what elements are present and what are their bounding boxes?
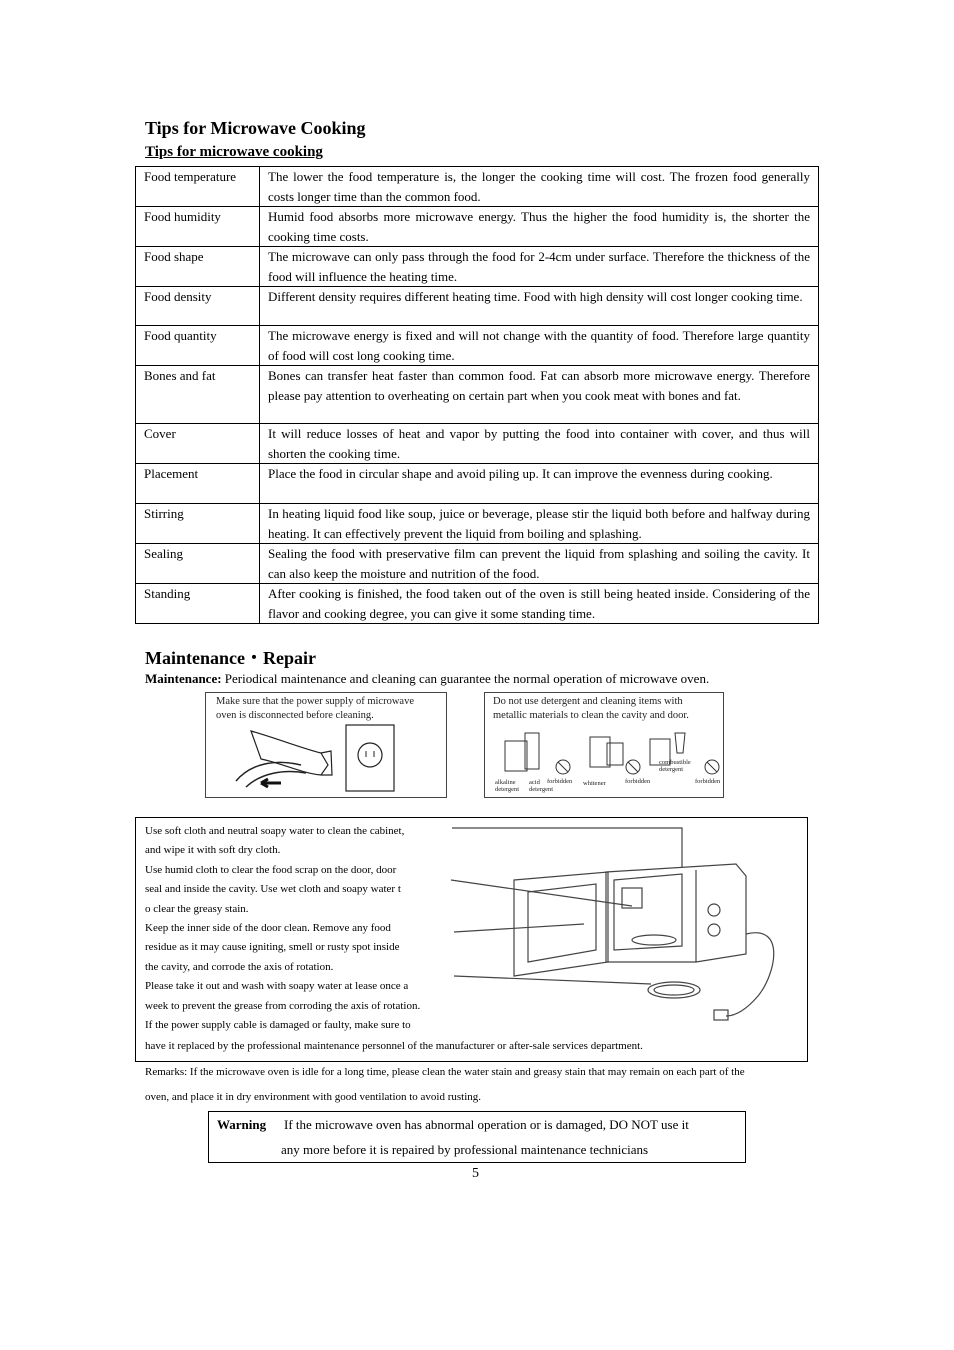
tip-cell: The lower the food temperature is, the longer the cooking time will cost. The frozen food generally costs longer time than the common food. — [260, 167, 819, 207]
table-row — [136, 464, 819, 504]
cleaning-line: residue as it may cause igniting, smell or rusty spot inside — [145, 941, 400, 954]
table-row — [136, 287, 819, 326]
remarks-line-2: oven, and place it in dry environment with good ventilation to avoid rusting. — [145, 1091, 482, 1103]
table-row — [136, 504, 819, 544]
combustible-text: combustible — [659, 759, 691, 766]
warning-box — [208, 1111, 746, 1163]
factor-cell: Standing — [136, 584, 260, 624]
cleaning-instructions-box — [135, 817, 808, 1062]
table-row — [136, 326, 819, 366]
acid-text: acid — [529, 779, 540, 786]
label-whitener: whitener — [583, 780, 606, 787]
tip-cell: It will reduce losses of heat and vapor by putting the food into container with cover, and thus will shorten the cooking time. — [260, 424, 819, 464]
page-number: 5 — [472, 1166, 479, 1181]
remarks-line-1: Remarks: If the microwave oven is idle for a long time, please clean the water stain and greasy stain that may remain on each part of the — [145, 1066, 745, 1078]
tip-cell: Sealing the food with preservative film can prevent the liquid from splashing and soiling the cavity. It can also keep the moisture and nutrition of the food. — [260, 544, 819, 584]
tip-cell: Place the food in circular shape and avoid piling up. It can improve the evenness during cooking. — [260, 464, 819, 504]
factor-cell: Food humidity — [136, 207, 260, 247]
unplug-drawing — [206, 693, 446, 797]
label-alkaline — [495, 779, 519, 793]
tip-cell: Bones can transfer heat faster than common food. Fat can absorb more microwave energy. Therefore please pay attention to overheating on certain part when you cook meat with bones and fat. — [260, 366, 819, 424]
warning-text-line1: If the microwave oven has abnormal operation or is damaged, DO NOT use it — [284, 1117, 689, 1132]
tip-cell: Different density requires different heating time. Food with high density will cost longer cooking time. — [260, 287, 819, 326]
label-forbidden-1: forbidden — [547, 778, 573, 785]
detergent-illustration — [484, 692, 724, 798]
section-subtitle: Tips for microwave cooking — [145, 144, 323, 160]
cleaning-line: Please take it out and wash with soapy water at lease once a — [145, 980, 409, 993]
tip-cell: In heating liquid food like soup, juice or beverage, please stir the liquid both before and halfway during heating. It can effectively prevent the liquid from boiling and splashing. — [260, 504, 819, 544]
tip-cell: The microwave can only pass through the food for 2-4cm under surface. Therefore the thickness of the food will influence the heating time. — [260, 247, 819, 287]
microwave-oven-illustration — [446, 824, 806, 1039]
detergent-text: detergent — [659, 766, 684, 773]
label-forbidden-2: forbidden — [625, 778, 651, 785]
cleaning-line: seal and inside the cavity. Use wet cloth and soapy water t — [145, 883, 401, 896]
detergent-caption-line2: metallic materials to clean the cavity and door. — [493, 710, 689, 721]
cleaning-text — [145, 822, 445, 1035]
maintenance-label: Maintenance: — [145, 671, 222, 686]
unplug-illustration — [205, 692, 447, 798]
table-row — [136, 207, 819, 247]
table-row — [136, 424, 819, 464]
cleaning-line: Use humid cloth to clear the food scrap on the door, door — [145, 863, 397, 876]
cleaning-line: Use soft cloth and neutral soapy water to clean the cabinet, — [145, 825, 405, 837]
cleaning-line: week to prevent the grease from corroding the axis of rotation. — [145, 999, 421, 1012]
maintenance-text: Periodical maintenance and cleaning can guarantee the normal operation of microwave oven. — [221, 671, 710, 686]
detergent-text: detergent — [529, 786, 554, 793]
detergent-caption-line1: Do not use detergent and cleaning items with — [493, 696, 683, 707]
table-row — [136, 366, 819, 424]
maintenance-paragraph — [145, 671, 709, 687]
unplug-caption-line2: oven is disconnected before cleaning. — [216, 710, 374, 721]
maintenance-heading: Maintenance・Repair — [145, 648, 316, 668]
factor-cell: Food temperature — [136, 167, 260, 207]
factor-cell: Stirring — [136, 504, 260, 544]
detergent-text: detergent — [495, 786, 520, 793]
page-title: Tips for Microwave Cooking — [145, 118, 366, 138]
label-combustible — [659, 759, 691, 773]
cleaning-line: and wipe it with soft dry cloth. — [145, 844, 281, 857]
factor-cell: Food density — [136, 287, 260, 326]
cleaning-line: the cavity, and corrode the axis of rotation. — [145, 960, 334, 973]
tips-table — [135, 166, 819, 624]
factor-cell: Food shape — [136, 247, 260, 287]
factor-cell: Food quantity — [136, 326, 260, 366]
table-row — [136, 544, 819, 584]
label-forbidden-3: forbidden — [695, 778, 721, 785]
warning-label: Warning — [217, 1117, 267, 1132]
tip-cell: Humid food absorbs more microwave energy. Thus the higher the food humidity is, the shorter the cooking time costs. — [260, 207, 819, 247]
factor-cell: Sealing — [136, 544, 260, 584]
cleaning-line: If the power supply cable is damaged or faulty, make sure to — [145, 1019, 411, 1032]
warning-text-line2: any more before it is repaired by professional maintenance technicians — [281, 1142, 649, 1157]
factor-cell: Cover — [136, 424, 260, 464]
factor-cell: Placement — [136, 464, 260, 504]
tip-cell: After cooking is finished, the food taken out of the oven is still being heated inside. Considering of the flavor and cooking degree, you can give it some standing time. — [260, 584, 819, 624]
tip-cell: The microwave energy is fixed and will not change with the quantity of food. Therefore large quantity of food will cost long cooking time. — [260, 326, 819, 366]
unplug-caption-line1: Make sure that the power supply of microwave — [216, 696, 414, 707]
table-row — [136, 167, 819, 207]
table-row — [136, 247, 819, 287]
cleaning-line: o clear the greasy stain. — [145, 902, 249, 915]
alkaline-text: alkaline — [495, 779, 516, 786]
factor-cell: Bones and fat — [136, 366, 260, 424]
cleaning-last-line: have it replaced by the professional maintenance personnel of the manufacturer or after-sale services department. — [145, 1040, 643, 1052]
cleaning-line: Keep the inner side of the door clean. Remove any food — [145, 922, 391, 935]
table-row — [136, 584, 819, 624]
